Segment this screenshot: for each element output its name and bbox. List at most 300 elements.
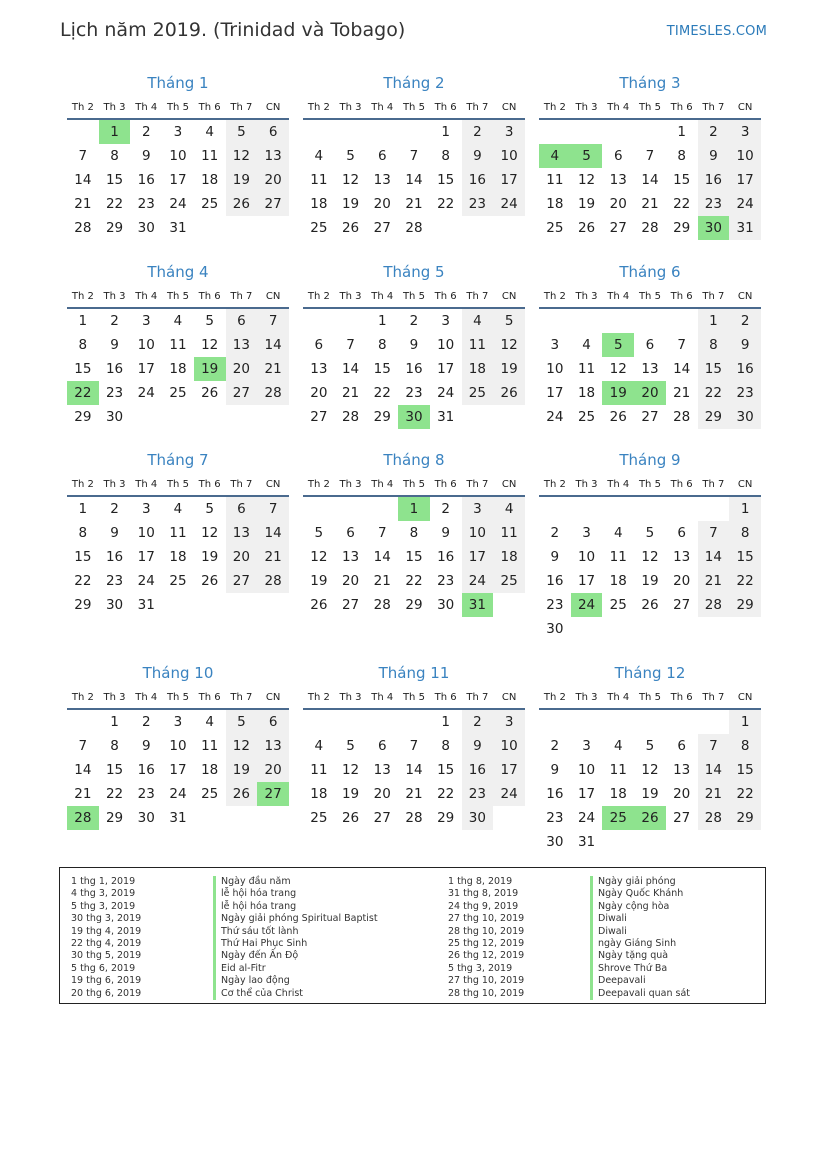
- day-cell[interactable]: 3: [582, 738, 591, 754]
- day-cell[interactable]: 17: [462, 545, 494, 569]
- day-cell[interactable]: 23: [437, 573, 455, 589]
- day-cell[interactable]: 2: [729, 308, 761, 333]
- day-cell[interactable]: 6: [677, 525, 686, 541]
- day-cell[interactable]: 26: [226, 192, 258, 216]
- day-cell[interactable]: 23: [546, 810, 564, 826]
- day-cell[interactable]: 22: [729, 782, 761, 806]
- day-cell[interactable]: 1: [110, 714, 119, 730]
- day-cell[interactable]: 28: [698, 593, 730, 617]
- day-cell[interactable]: 5: [205, 313, 214, 329]
- day-cell[interactable]: 4: [314, 148, 324, 164]
- day-cell[interactable]: 8: [441, 148, 450, 164]
- day-cell[interactable]: 11: [310, 762, 328, 778]
- day-cell[interactable]: 18: [493, 545, 525, 569]
- day-cell[interactable]: 7: [409, 148, 419, 164]
- day-cell[interactable]: 27: [373, 220, 391, 236]
- day-cell[interactable]: 27: [673, 810, 691, 826]
- day-cell[interactable]: 16: [462, 168, 494, 192]
- day-cell[interactable]: 7: [78, 738, 88, 754]
- day-cell[interactable]: 18: [609, 573, 627, 589]
- day-cell[interactable]: 7: [645, 148, 655, 164]
- day-cell[interactable]: 25: [546, 220, 564, 236]
- day-cell[interactable]: 3: [729, 119, 761, 144]
- day-cell[interactable]: 9: [110, 337, 119, 353]
- day-cell[interactable]: 27: [641, 409, 659, 425]
- day-cell[interactable]: 12: [310, 549, 328, 565]
- day-cell[interactable]: 16: [546, 573, 564, 589]
- day-cell[interactable]: 20: [373, 196, 391, 212]
- day-cell[interactable]: 24: [169, 196, 187, 212]
- day-cell[interactable]: 30: [137, 810, 155, 826]
- day-cell[interactable]: 16: [729, 357, 761, 381]
- day-cell[interactable]: 8: [729, 734, 761, 758]
- day-cell[interactable]: 7: [377, 525, 387, 541]
- day-cell[interactable]: 23: [105, 385, 124, 401]
- day-cell[interactable]: 24: [546, 409, 564, 425]
- day-cell[interactable]: 6: [677, 738, 686, 754]
- day-cell[interactable]: 22: [105, 786, 124, 802]
- day-cell[interactable]: 29: [437, 810, 455, 826]
- day-cell[interactable]: 25: [310, 810, 328, 826]
- day-cell[interactable]: 11: [462, 333, 494, 357]
- day-cell[interactable]: 10: [137, 337, 155, 353]
- day-cell[interactable]: 13: [226, 333, 258, 357]
- day-cell[interactable]: 17: [577, 573, 596, 589]
- day-cell[interactable]: 25: [201, 786, 219, 802]
- day-cell[interactable]: 26: [577, 220, 596, 236]
- day-cell[interactable]: 28: [341, 409, 360, 425]
- day-cell[interactable]: 26: [341, 810, 360, 826]
- day-cell[interactable]: 31: [169, 810, 187, 826]
- day-cell[interactable]: 20: [310, 385, 328, 401]
- day-cell[interactable]: 20: [257, 168, 289, 192]
- day-cell[interactable]: 15: [105, 172, 124, 188]
- day-cell[interactable]: 10: [462, 521, 494, 545]
- day-cell[interactable]: 23: [698, 192, 730, 216]
- day-cell[interactable]: 22: [74, 573, 92, 589]
- holiday-day-cell[interactable]: 26: [634, 806, 666, 830]
- day-cell[interactable]: 25: [201, 196, 219, 212]
- day-cell[interactable]: 26: [341, 220, 360, 236]
- day-cell[interactable]: 2: [409, 313, 419, 329]
- day-cell[interactable]: 13: [373, 762, 391, 778]
- day-cell[interactable]: 28: [257, 381, 289, 405]
- holiday-day-cell[interactable]: 5: [602, 333, 634, 357]
- day-cell[interactable]: 5: [645, 738, 655, 754]
- day-cell[interactable]: 12: [341, 762, 360, 778]
- day-cell[interactable]: 21: [405, 196, 423, 212]
- day-cell[interactable]: 4: [314, 738, 324, 754]
- day-cell[interactable]: 13: [641, 361, 659, 377]
- day-cell[interactable]: 17: [137, 549, 155, 565]
- day-cell[interactable]: 14: [641, 172, 659, 188]
- day-cell[interactable]: 2: [441, 501, 450, 517]
- day-cell[interactable]: 3: [493, 709, 525, 734]
- day-cell[interactable]: 19: [341, 786, 360, 802]
- day-cell[interactable]: 12: [341, 172, 360, 188]
- day-cell[interactable]: 2: [462, 709, 494, 734]
- day-cell[interactable]: 21: [257, 545, 289, 569]
- day-cell[interactable]: 29: [698, 405, 730, 429]
- day-cell[interactable]: 19: [341, 196, 360, 212]
- day-cell[interactable]: 21: [373, 573, 391, 589]
- day-cell[interactable]: 10: [493, 734, 525, 758]
- day-cell[interactable]: 15: [437, 762, 455, 778]
- day-cell[interactable]: 7: [257, 308, 289, 333]
- day-cell[interactable]: 3: [173, 714, 183, 730]
- day-cell[interactable]: 22: [698, 381, 730, 405]
- day-cell[interactable]: 18: [201, 762, 219, 778]
- day-cell[interactable]: 21: [698, 782, 730, 806]
- day-cell[interactable]: 15: [673, 172, 691, 188]
- day-cell[interactable]: 14: [405, 762, 423, 778]
- day-cell[interactable]: 28: [405, 810, 423, 826]
- day-cell[interactable]: 11: [609, 549, 627, 565]
- day-cell[interactable]: 18: [462, 357, 494, 381]
- day-cell[interactable]: 16: [105, 549, 124, 565]
- day-cell[interactable]: 5: [645, 525, 655, 541]
- day-cell[interactable]: 9: [141, 148, 151, 164]
- day-cell[interactable]: 24: [729, 192, 761, 216]
- holiday-day-cell[interactable]: 20: [634, 381, 666, 405]
- day-cell[interactable]: 21: [673, 385, 691, 401]
- day-cell[interactable]: 9: [110, 525, 119, 541]
- day-cell[interactable]: 19: [577, 196, 596, 212]
- day-cell[interactable]: 31: [169, 220, 187, 236]
- day-cell[interactable]: 4: [205, 124, 214, 140]
- day-cell[interactable]: 7: [346, 337, 355, 353]
- day-cell[interactable]: 23: [405, 385, 423, 401]
- day-cell[interactable]: 6: [226, 496, 258, 521]
- day-cell[interactable]: 9: [141, 738, 151, 754]
- day-cell[interactable]: 25: [169, 573, 187, 589]
- day-cell[interactable]: 1: [441, 714, 450, 730]
- day-cell[interactable]: 1: [698, 308, 730, 333]
- day-cell[interactable]: 15: [729, 758, 761, 782]
- day-cell[interactable]: 22: [437, 196, 455, 212]
- day-cell[interactable]: 3: [173, 124, 183, 140]
- day-cell[interactable]: 6: [257, 709, 289, 734]
- day-cell[interactable]: 13: [310, 361, 328, 377]
- day-cell[interactable]: 3: [141, 501, 151, 517]
- day-cell[interactable]: 20: [373, 786, 391, 802]
- holiday-day-cell[interactable]: 1: [99, 119, 131, 144]
- day-cell[interactable]: 8: [110, 148, 119, 164]
- day-cell[interactable]: 25: [462, 381, 494, 405]
- day-cell[interactable]: 20: [341, 573, 360, 589]
- day-cell[interactable]: 7: [78, 148, 88, 164]
- day-cell[interactable]: 7: [409, 738, 419, 754]
- day-cell[interactable]: 9: [698, 144, 730, 168]
- day-cell[interactable]: 28: [698, 806, 730, 830]
- day-cell[interactable]: 20: [257, 758, 289, 782]
- day-cell[interactable]: 27: [673, 597, 691, 613]
- day-cell[interactable]: 27: [310, 409, 328, 425]
- day-cell[interactable]: 4: [205, 714, 214, 730]
- day-cell[interactable]: 12: [641, 549, 659, 565]
- day-cell[interactable]: 21: [405, 786, 423, 802]
- day-cell[interactable]: 11: [201, 148, 219, 164]
- day-cell[interactable]: 3: [462, 496, 494, 521]
- day-cell[interactable]: 10: [577, 762, 596, 778]
- day-cell[interactable]: 17: [437, 361, 455, 377]
- day-cell[interactable]: 6: [346, 525, 355, 541]
- day-cell[interactable]: 26: [310, 597, 328, 613]
- day-cell[interactable]: 4: [173, 313, 183, 329]
- day-cell[interactable]: 29: [74, 409, 92, 425]
- day-cell[interactable]: 10: [169, 738, 187, 754]
- day-cell[interactable]: 11: [310, 172, 328, 188]
- day-cell[interactable]: 1: [78, 313, 88, 329]
- day-cell[interactable]: 13: [673, 762, 691, 778]
- day-cell[interactable]: 22: [673, 196, 691, 212]
- day-cell[interactable]: 25: [577, 409, 596, 425]
- day-cell[interactable]: 1: [441, 124, 450, 140]
- day-cell[interactable]: 4: [613, 738, 623, 754]
- day-cell[interactable]: 15: [729, 545, 761, 569]
- day-cell[interactable]: 12: [641, 762, 659, 778]
- day-cell[interactable]: 22: [105, 196, 124, 212]
- day-cell[interactable]: 4: [582, 337, 591, 353]
- day-cell[interactable]: 30: [546, 834, 564, 850]
- day-cell[interactable]: 5: [226, 709, 258, 734]
- day-cell[interactable]: 16: [698, 168, 730, 192]
- day-cell[interactable]: 1: [377, 313, 387, 329]
- day-cell[interactable]: 1: [729, 496, 761, 521]
- day-cell[interactable]: 26: [226, 782, 258, 806]
- day-cell[interactable]: 19: [310, 573, 328, 589]
- day-cell[interactable]: 29: [673, 220, 691, 236]
- day-cell[interactable]: 12: [493, 333, 525, 357]
- day-cell[interactable]: 23: [729, 381, 761, 405]
- day-cell[interactable]: 24: [493, 782, 525, 806]
- day-cell[interactable]: 11: [609, 762, 627, 778]
- holiday-day-cell[interactable]: 28: [67, 806, 99, 830]
- day-cell[interactable]: 16: [405, 361, 423, 377]
- day-cell[interactable]: 10: [546, 361, 564, 377]
- day-cell[interactable]: 1: [677, 124, 686, 140]
- day-cell[interactable]: 16: [462, 758, 494, 782]
- day-cell[interactable]: 6: [257, 119, 289, 144]
- holiday-day-cell[interactable]: 27: [257, 782, 289, 806]
- day-cell[interactable]: 14: [257, 521, 289, 545]
- day-cell[interactable]: 2: [698, 119, 730, 144]
- day-cell[interactable]: 2: [550, 738, 560, 754]
- day-cell[interactable]: 8: [110, 738, 119, 754]
- day-cell[interactable]: 7: [698, 521, 730, 545]
- day-cell[interactable]: 15: [437, 172, 455, 188]
- day-cell[interactable]: 30: [105, 597, 124, 613]
- day-cell[interactable]: 20: [673, 786, 691, 802]
- day-cell[interactable]: 9: [441, 525, 450, 541]
- day-cell[interactable]: 21: [74, 196, 92, 212]
- day-cell[interactable]: 10: [137, 525, 155, 541]
- day-cell[interactable]: 16: [437, 549, 455, 565]
- day-cell[interactable]: 30: [105, 409, 124, 425]
- day-cell[interactable]: 10: [437, 337, 455, 353]
- day-cell[interactable]: 6: [645, 337, 655, 353]
- holiday-day-cell[interactable]: 1: [398, 496, 430, 521]
- day-cell[interactable]: 12: [201, 525, 219, 541]
- day-cell[interactable]: 1: [729, 709, 761, 734]
- day-cell[interactable]: 26: [201, 385, 219, 401]
- day-cell[interactable]: 13: [341, 549, 360, 565]
- day-cell[interactable]: 26: [641, 597, 659, 613]
- day-cell[interactable]: 3: [493, 119, 525, 144]
- day-cell[interactable]: 12: [577, 172, 596, 188]
- holiday-day-cell[interactable]: 24: [571, 593, 603, 617]
- day-cell[interactable]: 9: [462, 144, 494, 168]
- day-cell[interactable]: 30: [462, 806, 494, 830]
- day-cell[interactable]: 1: [78, 501, 88, 517]
- day-cell[interactable]: 3: [582, 525, 591, 541]
- day-cell[interactable]: 2: [110, 313, 119, 329]
- day-cell[interactable]: 28: [257, 569, 289, 593]
- day-cell[interactable]: 13: [673, 549, 691, 565]
- day-cell[interactable]: 30: [546, 621, 564, 637]
- day-cell[interactable]: 28: [373, 597, 391, 613]
- day-cell[interactable]: 14: [257, 333, 289, 357]
- day-cell[interactable]: 26: [201, 573, 219, 589]
- day-cell[interactable]: 11: [493, 521, 525, 545]
- day-cell[interactable]: 8: [677, 148, 686, 164]
- day-cell[interactable]: 6: [226, 308, 258, 333]
- day-cell[interactable]: 18: [546, 196, 564, 212]
- day-cell[interactable]: 29: [405, 597, 423, 613]
- day-cell[interactable]: 8: [409, 525, 419, 541]
- day-cell[interactable]: 5: [493, 308, 525, 333]
- day-cell[interactable]: 18: [169, 549, 187, 565]
- day-cell[interactable]: 12: [226, 144, 258, 168]
- day-cell[interactable]: 25: [609, 597, 627, 613]
- day-cell[interactable]: 25: [169, 385, 187, 401]
- day-cell[interactable]: 4: [613, 525, 623, 541]
- day-cell[interactable]: 19: [493, 357, 525, 381]
- day-cell[interactable]: 14: [698, 758, 730, 782]
- day-cell[interactable]: 19: [641, 573, 659, 589]
- day-cell[interactable]: 24: [493, 192, 525, 216]
- day-cell[interactable]: 28: [673, 409, 691, 425]
- day-cell[interactable]: 28: [405, 220, 423, 236]
- day-cell[interactable]: 24: [169, 786, 187, 802]
- day-cell[interactable]: 15: [405, 549, 423, 565]
- day-cell[interactable]: 8: [698, 333, 730, 357]
- day-cell[interactable]: 5: [346, 738, 355, 754]
- day-cell[interactable]: 6: [314, 337, 324, 353]
- day-cell[interactable]: 18: [310, 196, 328, 212]
- day-cell[interactable]: 14: [673, 361, 691, 377]
- day-cell[interactable]: 27: [226, 569, 258, 593]
- day-cell[interactable]: 13: [373, 172, 391, 188]
- holiday-day-cell[interactable]: 25: [602, 806, 634, 830]
- day-cell[interactable]: 17: [729, 168, 761, 192]
- day-cell[interactable]: 18: [609, 786, 627, 802]
- holiday-day-cell[interactable]: 4: [539, 144, 571, 168]
- day-cell[interactable]: 5: [205, 501, 214, 517]
- day-cell[interactable]: 21: [257, 357, 289, 381]
- day-cell[interactable]: 13: [257, 144, 289, 168]
- day-cell[interactable]: 2: [110, 501, 119, 517]
- day-cell[interactable]: 20: [226, 357, 258, 381]
- day-cell[interactable]: 6: [377, 148, 387, 164]
- day-cell[interactable]: 28: [74, 220, 92, 236]
- day-cell[interactable]: 11: [201, 738, 219, 754]
- day-cell[interactable]: 25: [493, 569, 525, 593]
- day-cell[interactable]: 12: [609, 361, 627, 377]
- day-cell[interactable]: 7: [698, 734, 730, 758]
- day-cell[interactable]: 4: [173, 501, 183, 517]
- day-cell[interactable]: 20: [673, 573, 691, 589]
- day-cell[interactable]: 19: [226, 758, 258, 782]
- day-cell[interactable]: 13: [226, 521, 258, 545]
- day-cell[interactable]: 27: [341, 597, 360, 613]
- day-cell[interactable]: 16: [546, 786, 564, 802]
- day-cell[interactable]: 18: [577, 385, 596, 401]
- day-cell[interactable]: 4: [493, 496, 525, 521]
- day-cell[interactable]: 24: [137, 573, 155, 589]
- day-cell[interactable]: 10: [493, 144, 525, 168]
- holiday-day-cell[interactable]: 22: [67, 381, 99, 405]
- day-cell[interactable]: 2: [141, 714, 151, 730]
- day-cell[interactable]: 31: [577, 834, 596, 850]
- day-cell[interactable]: 7: [677, 337, 686, 353]
- day-cell[interactable]: 15: [74, 361, 92, 377]
- day-cell[interactable]: 22: [373, 385, 391, 401]
- site-link[interactable]: TIMESLES.COM: [666, 24, 767, 39]
- day-cell[interactable]: 12: [226, 734, 258, 758]
- day-cell[interactable]: 14: [74, 172, 92, 188]
- holiday-day-cell[interactable]: 19: [602, 381, 634, 405]
- day-cell[interactable]: 14: [74, 762, 92, 778]
- day-cell[interactable]: 31: [729, 216, 761, 240]
- day-cell[interactable]: 16: [105, 361, 124, 377]
- day-cell[interactable]: 24: [437, 385, 455, 401]
- day-cell[interactable]: 16: [137, 762, 155, 778]
- day-cell[interactable]: 17: [577, 786, 596, 802]
- day-cell[interactable]: 4: [462, 308, 494, 333]
- holiday-day-cell[interactable]: 19: [194, 357, 226, 381]
- day-cell[interactable]: 30: [729, 405, 761, 429]
- day-cell[interactable]: 11: [577, 361, 596, 377]
- day-cell[interactable]: 19: [226, 168, 258, 192]
- day-cell[interactable]: 6: [377, 738, 387, 754]
- day-cell[interactable]: 12: [201, 337, 219, 353]
- day-cell[interactable]: 16: [137, 172, 155, 188]
- day-cell[interactable]: 10: [169, 148, 187, 164]
- day-cell[interactable]: 27: [226, 381, 258, 405]
- day-cell[interactable]: 27: [257, 192, 289, 216]
- day-cell[interactable]: 29: [729, 806, 761, 830]
- day-cell[interactable]: 7: [257, 496, 289, 521]
- day-cell[interactable]: 30: [437, 597, 455, 613]
- day-cell[interactable]: 11: [169, 525, 187, 541]
- day-cell[interactable]: 24: [462, 569, 494, 593]
- day-cell[interactable]: 22: [437, 786, 455, 802]
- day-cell[interactable]: 17: [493, 168, 525, 192]
- day-cell[interactable]: 20: [226, 545, 258, 569]
- holiday-day-cell[interactable]: 30: [698, 216, 730, 240]
- day-cell[interactable]: 24: [577, 810, 596, 826]
- day-cell[interactable]: 23: [546, 597, 564, 613]
- day-cell[interactable]: 17: [546, 385, 564, 401]
- day-cell[interactable]: 21: [641, 196, 659, 212]
- day-cell[interactable]: 31: [437, 409, 455, 425]
- day-cell[interactable]: 17: [137, 361, 155, 377]
- day-cell[interactable]: 29: [729, 593, 761, 617]
- day-cell[interactable]: 9: [409, 337, 419, 353]
- day-cell[interactable]: 24: [137, 385, 155, 401]
- day-cell[interactable]: 10: [729, 144, 761, 168]
